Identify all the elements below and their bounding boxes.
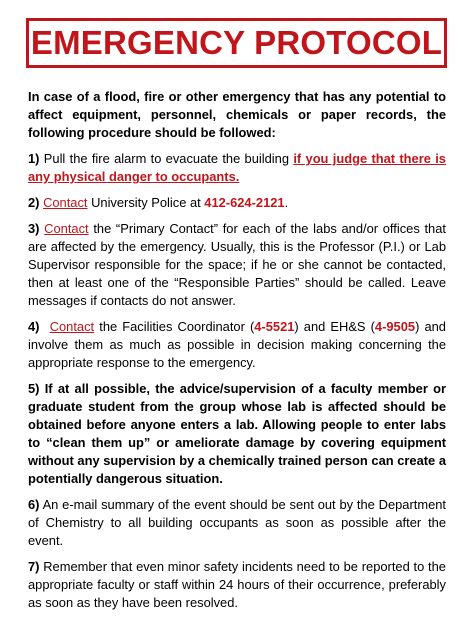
step-text: Pull the fire alarm to evacuate the building: [43, 151, 289, 166]
contact-label: Contact: [44, 221, 89, 236]
step-number: 7): [28, 559, 40, 574]
step-number: 3): [28, 221, 40, 236]
step-text-b: ) and EH&S (: [294, 319, 375, 334]
step-number: 4): [28, 319, 40, 334]
step-emphasis: if you judge that there is any physical danger to occupants.: [28, 151, 446, 184]
contact-label: Contact: [49, 319, 95, 334]
step-number: 5): [28, 381, 40, 396]
phone-number: 412-624-2121: [204, 195, 285, 210]
step-1: [28, 150, 446, 186]
step-4: [28, 318, 446, 372]
step-number: 6): [28, 497, 40, 512]
step-number: 1): [28, 151, 40, 166]
step-3: [28, 220, 446, 310]
step-number: 2): [28, 195, 40, 210]
step-text: the “Primary Contact” for each of the labs and/or offices that are affected by the emergency. Usually, this is the Professor (P.I.) or Lab Supervisor responsible for the space; if he or she cannot be contacted, then at least one of the “Responsible Parties” should be called. Leave messages if contacts do not answer.: [28, 221, 446, 308]
page-title: EMERGENCY PROTOCOL: [30, 24, 443, 61]
step-text: An e-mail summary of the event should be sent out by the Department of Chemistry to all building occupants as soon as possible after the event.: [28, 497, 446, 548]
step-7: [28, 558, 446, 612]
title-box: [26, 18, 447, 68]
step-2: [28, 194, 446, 212]
step-text-a: the Facilities Coordinator (: [99, 319, 255, 334]
extension-ehs: 4-9505: [374, 319, 416, 334]
step-text-c: ) and involve them as much as possible in decision making concerning the appropriate response to the emergency.: [28, 319, 446, 370]
step-end: .: [284, 195, 289, 210]
step-6: [28, 496, 446, 550]
step-text: Remember that even minor safety incidents need to be reported to the appropriate faculty or staff within 24 hours of their occurrence, preferably as soon as they have been resolved.: [28, 559, 446, 610]
intro-paragraph: In case of a flood, fire or other emergency that has any potential to affect equipment, personnel, chemicals or paper records, the following procedure should be followed:: [28, 89, 446, 140]
document-body: [28, 88, 446, 620]
step-5: [28, 380, 446, 488]
contact-label: Contact: [43, 195, 88, 210]
step-text: If at all possible, the advice/supervision of a faculty member or graduate student from the group whose lab is affected should be obtained before anyone enters a lab. Allowing people to enter labs to “clean them up” or ameliorate damage by covering equipment without any supervision by a chemically trained person can create a potentially dangerous situation.: [28, 381, 446, 486]
step-text: University Police at: [91, 195, 201, 210]
extension-facilities: 4-5521: [254, 319, 295, 334]
